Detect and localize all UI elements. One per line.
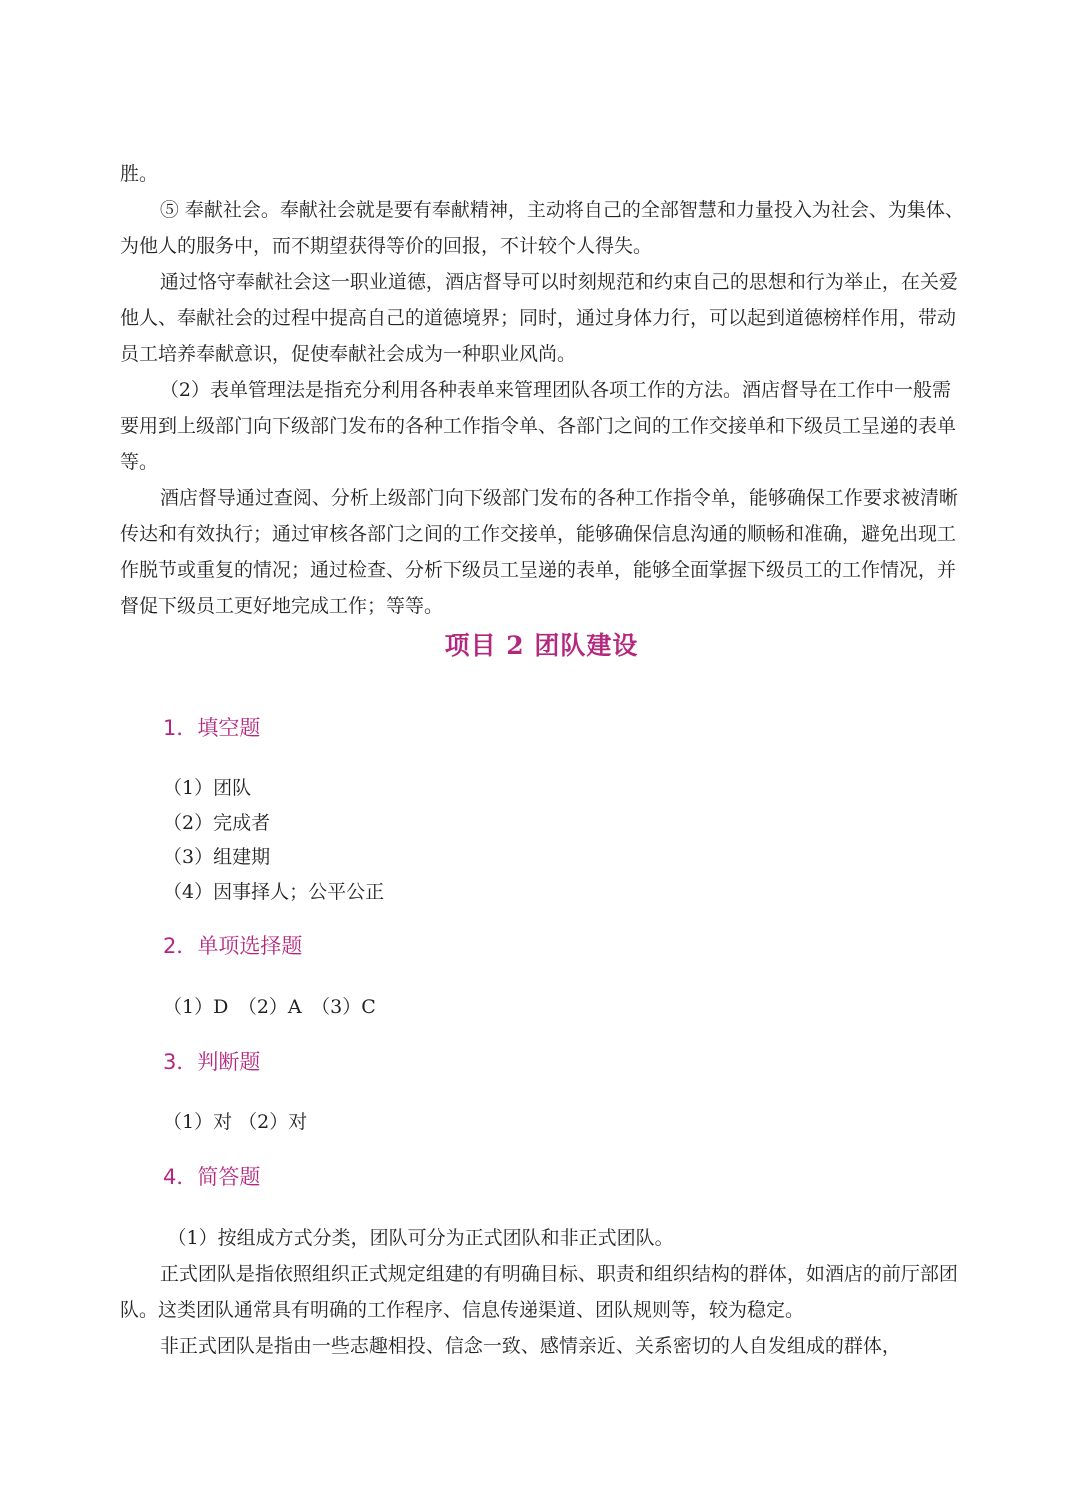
answers-fill-blank — [163, 771, 384, 909]
answer-item: （1）对 （2）对 — [163, 1111, 308, 1133]
paragraph-informal-team: 非正式团队是指由一些志趣相投、信念一致、感情亲近、关系密切的人自发组成的群体， — [159, 1335, 901, 1357]
bottom-text-block — [120, 1220, 965, 1364]
answers-true-false — [163, 1105, 307, 1140]
question-heading-short-answer: 4．简答题 — [163, 1165, 261, 1189]
question-heading-true-false: 3．判断题 — [163, 1050, 261, 1074]
answer-item: （1）D （2）A （3）C — [163, 996, 376, 1018]
question-heading-single-choice: 2．单项选择题 — [163, 934, 303, 958]
answers-single-choice — [163, 990, 376, 1025]
paragraph-form-management: （2）表单管理法是指充分利用各种表单来管理团队各项工作的方法。酒店督导在工作中一般需要用到上级部门向下级部门发布的各种工作指令单、各部门之间的工作交接单和下级员工呈递的表单等。 — [120, 379, 957, 473]
answer-item: （1）团队 — [163, 777, 252, 799]
answer-item: （2）完成者 — [163, 811, 271, 834]
section-title: 项目 2 团队建设 — [444, 631, 639, 660]
question-heading-fill-blank: 1．填空题 — [163, 716, 261, 740]
top-text-block — [120, 156, 965, 624]
answer-item: （3）组建期 — [163, 846, 271, 868]
paragraph-continuation: 胜。 — [120, 163, 159, 185]
paragraph-form-analysis: 酒店督导通过查阅、分析上级部门向下级部门发布的各种工作指令单，能够确保工作要求被清晰传达和有效执行；通过审核各部门之间的工作交接单，能够确保信息沟通的顺畅和准确，避免出现工作脱节或重复的情况；通过检查、分析下级员工呈递的表单，能够全面掌握下级员工的工作情况，并督促下级员工更好地完成工作；等等。 — [120, 487, 958, 617]
paragraph-dedication: ⑤ 奉献社会。奉献社会就是要有奉献精神，主动将自己的全部智慧和力量投入为社会、为集体、为他人的服务中，而不期望获得等价的回报，不计较个人得失。 — [120, 199, 964, 257]
answer-item: （4）因事择人；公平公正 — [163, 880, 385, 903]
paragraph-formal-team: 正式团队是指依照组织正式规定组建的有明确目标、职责和组织结构的群体，如酒店的前厅部团队。这类团队通常具有明确的工作程序、信息传递渠道、团队规则等，较为稳定。 — [120, 1263, 958, 1321]
paragraph-ethics: 通过恪守奉献社会这一职业道德，酒店督导可以时刻规范和约束自己的思想和行为举止，在关爱他人、奉献社会的过程中提高自己的道德境界；同时，通过身体力行，可以起到道德榜样作用，带动员工培养奉献意识，促使奉献社会成为一种职业风尚。 — [120, 271, 958, 365]
paragraph-team-classification: （1）按组成方式分类，团队可分为正式团队和非正式团队。 — [167, 1227, 674, 1249]
